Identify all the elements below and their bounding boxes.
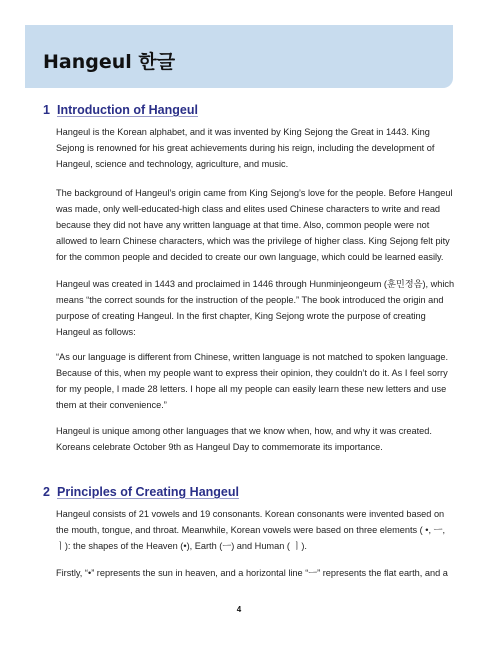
paragraph: “As our language is different from Chinese, written language is not matched to spoken language. Because of this, when my people want to express their opinion, they couldn’t do it. As I feel sorry for my people, I made 28 letters. I hope all my people can easily learn these new letters and use them at their convenience.”	[56, 352, 449, 410]
paragraph: The background of Hangeul’s origin came from King Sejong’s love for the people. Before Hangeul was made, only well-educated-high class and elites used Chinese characters to write and read because they did not have any written language at that time. Also, common people were not allowed to learn Chinese characters, which was the privilege of higher class. King Sejong felt pity for the common people and decided to create our own language, which could be learned easily.	[56, 188, 453, 262]
page-number: 4	[236, 605, 242, 614]
paragraph: Firstly, “•” represents the sun in heaven, and a horizontal line “ㅡ” represents the flat earth, and a	[56, 568, 448, 578]
paragraph: Hangeul is unique among other languages that we know when, how, and why it was created. Koreans celebrate October 9th as Hangeul Day to commemorate its importance.	[56, 426, 432, 452]
section-title: Principles of Creating Hangeul	[57, 485, 239, 499]
paragraph: Hangeul is the Korean alphabet, and it was invented by King Sejong the Great in 1443. King Sejong is renowned for his great achievements during his reign, including the development of Hangeul, science and technology, agriculture, and music.	[56, 127, 435, 169]
page-title: Hangeul 한글	[43, 51, 176, 73]
title-banner	[25, 25, 453, 88]
section-number: 1	[43, 103, 50, 117]
paragraph: Hangeul was created in 1443 and proclaimed in 1446 through Hunminjeongeum (훈민정음), which means “the correct sounds for the instruction of the people.” The book introduced the origin and purpose of creating Hangeul. In the first chapter, King Sejong wrote the purpose of creating Hangeul as follows:	[56, 279, 455, 337]
section-heading-introduction	[43, 103, 198, 117]
section-title: Introduction of Hangeul	[57, 103, 198, 117]
section-number: 2	[43, 485, 50, 499]
paragraph: Hangeul consists of 21 vowels and 19 consonants. Korean consonants were invented based on the mouth, tongue, and throat. Meanwhile, Korean vowels were based on three elements ( •, ㅡ, ㅣ): the shapes of the Heaven (•), Earth (ㅡ) and Human ( ㅣ).	[56, 509, 445, 551]
section-heading-principles	[43, 485, 239, 499]
